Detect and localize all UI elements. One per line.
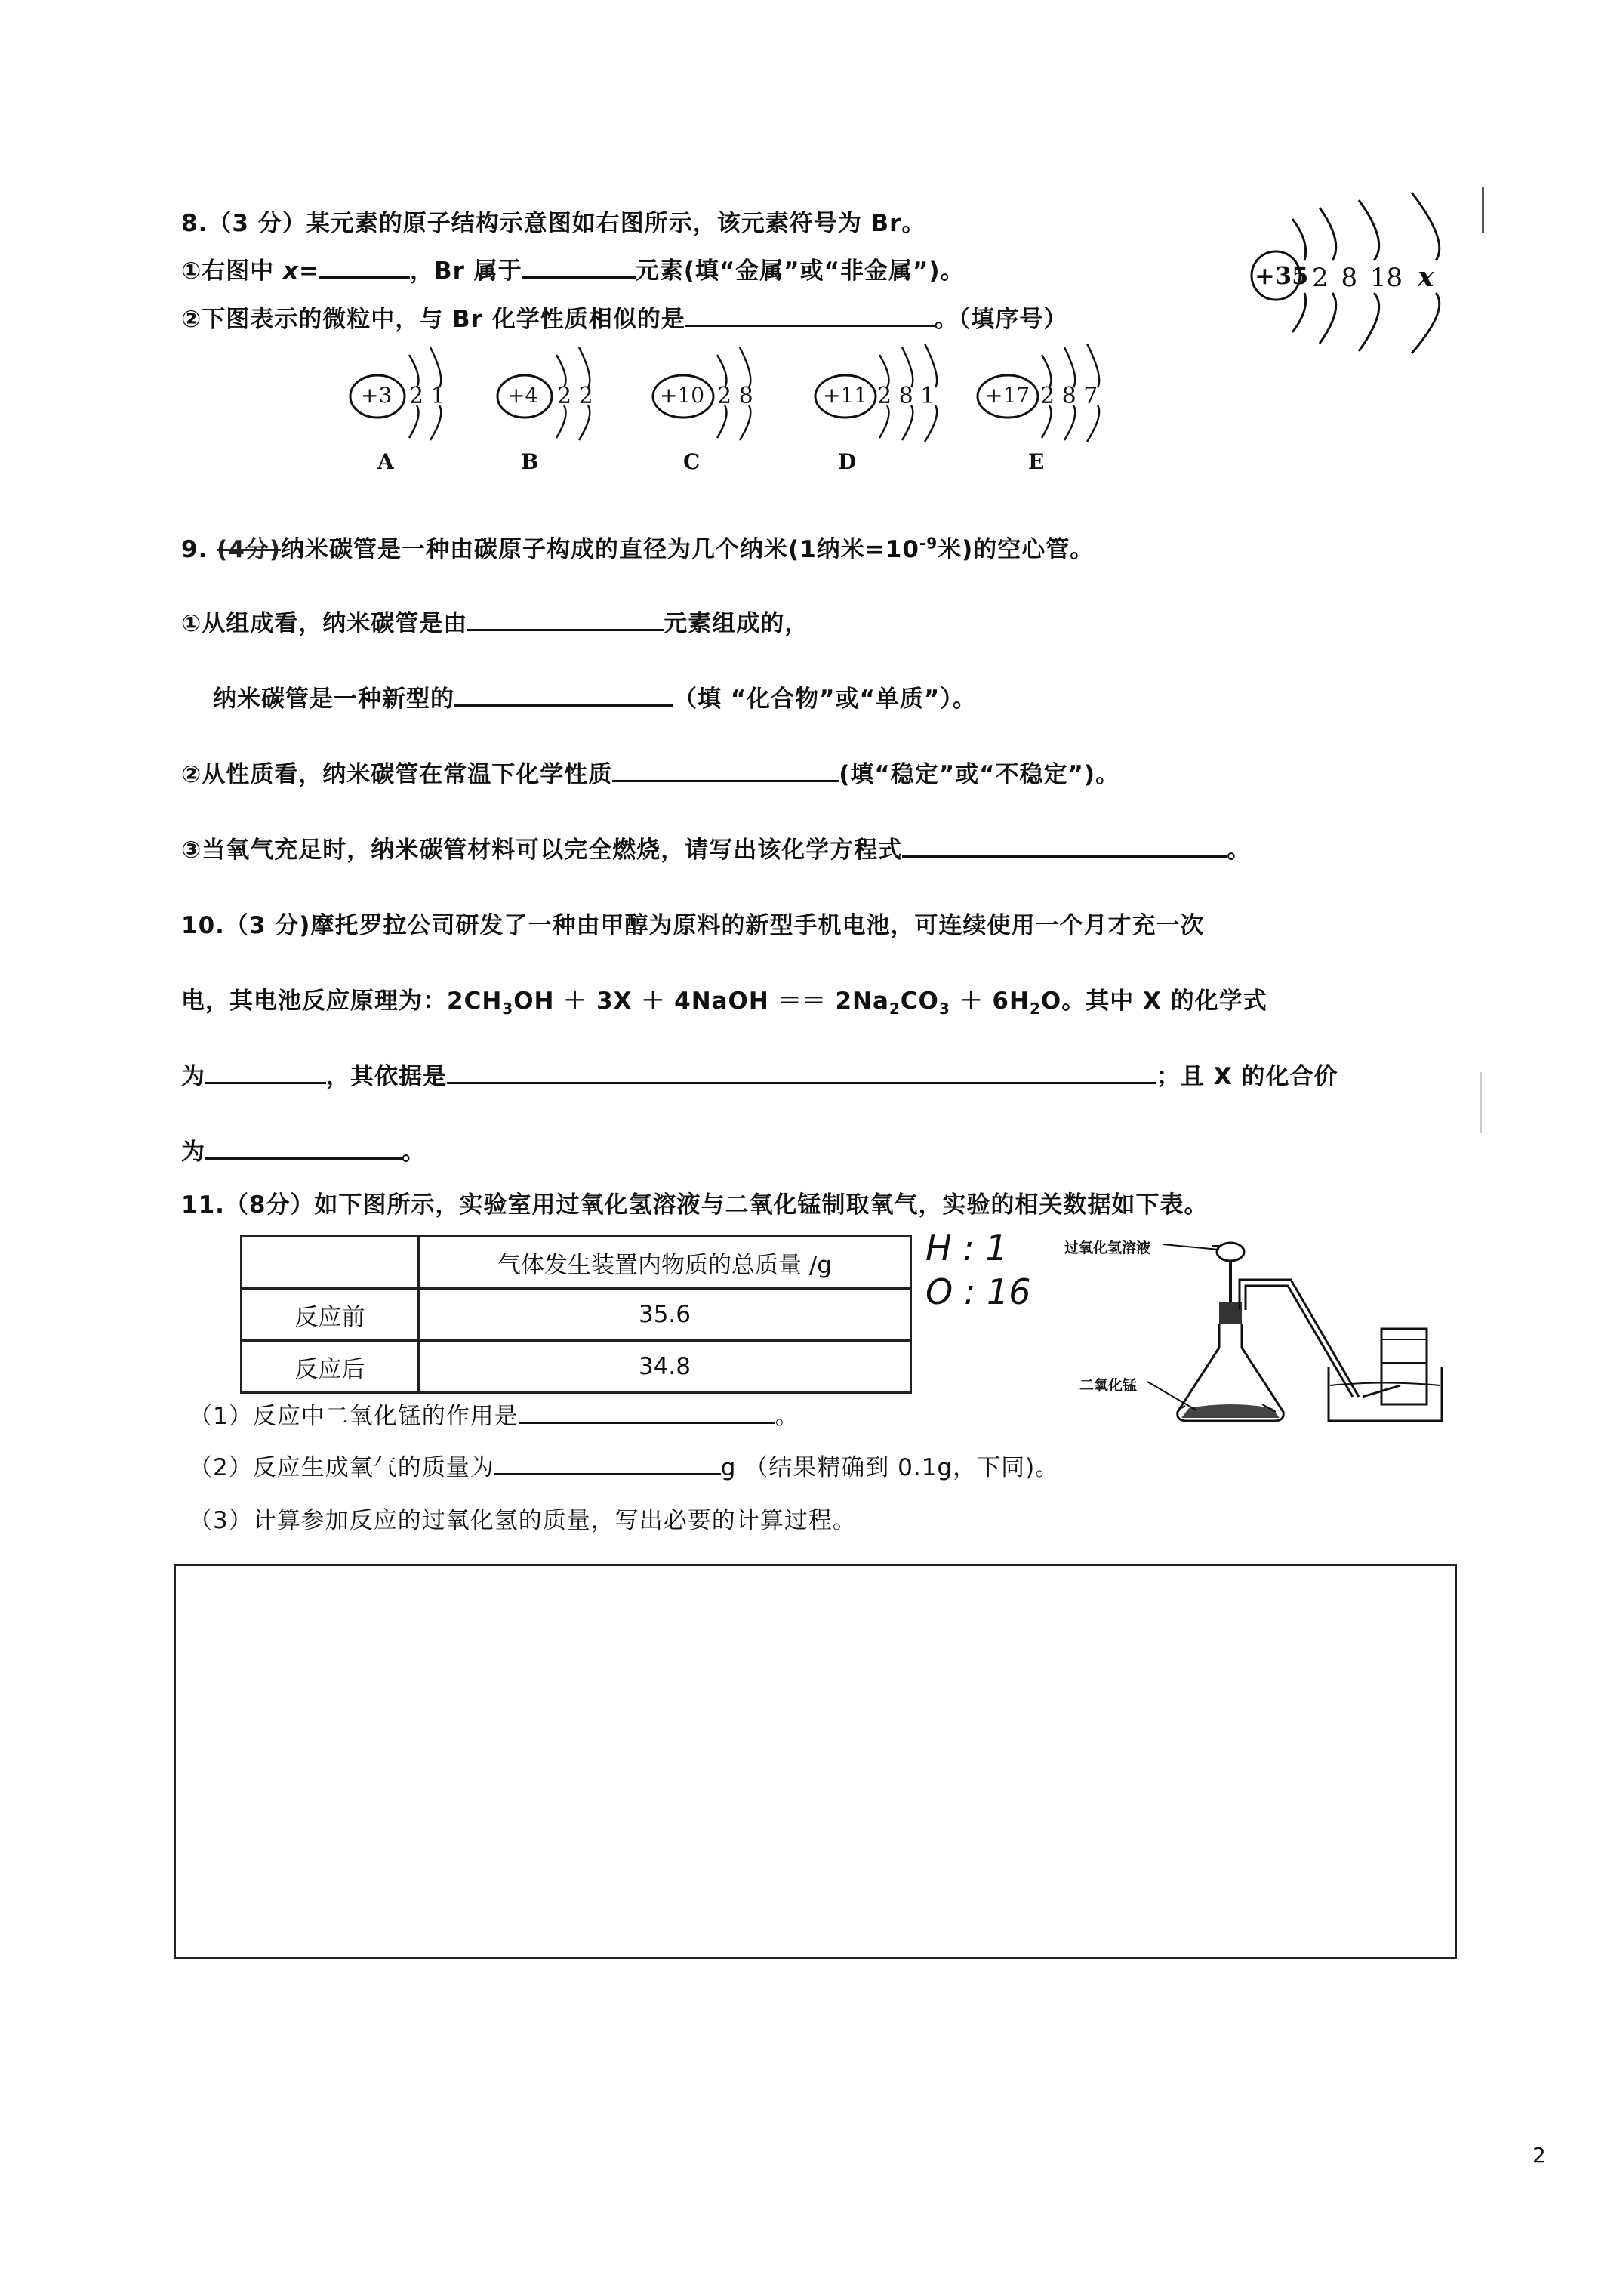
particle-c-shells: 2 8 <box>717 383 753 409</box>
particle-d-shells: 2 8 1 <box>877 383 935 409</box>
q10-line1: 10.（3 分)摩托罗拉公司研发了一种由甲醇为原料的新型手机电池，可连续使用一个月才充一次 <box>181 912 1205 939</box>
apparatus-label-mno2: 二氧化锰 <box>1079 1377 1138 1394</box>
q8-similar-blank[interactable] <box>685 302 935 327</box>
q11-mno2-role-blank[interactable] <box>519 1399 775 1424</box>
particle-c-label: C <box>683 449 701 474</box>
answer-box[interactable] <box>174 1564 1457 1959</box>
table-row <box>242 1341 911 1393</box>
table-row-label: 反应前 <box>242 1289 419 1341</box>
particle-e-nucleus: +17 <box>985 383 1030 408</box>
handwritten-h-mass: H : 1 <box>925 1228 1008 1268</box>
page-number: 2 <box>1532 2143 1546 2168</box>
q10-basis-blank[interactable] <box>447 1059 1156 1084</box>
particle-e-label: E <box>1028 449 1045 474</box>
particles-row <box>340 344 1170 479</box>
q9-line2: ①从组成看，纳米碳管是由 元素组成的， <box>181 604 808 638</box>
scan-edge-mark <box>1482 187 1484 233</box>
q10-valence-blank[interactable] <box>205 1135 402 1160</box>
q11-sub2: （2）反应生成氧气的质量为 g （结果精确到 0.1g，下同)。 <box>189 1448 1059 1482</box>
table-header-mass: 气体发生装置内物质的总质量 /g <box>419 1237 911 1289</box>
table-row-value: 35.6 <box>419 1289 911 1341</box>
particle-d-label: D <box>838 449 857 474</box>
q11-line1: 11.（8分）如下图所示，实验室用过氧化氢溶液与二氧化锰制取氧气，实验的相关数据如下表。 <box>181 1191 1209 1219</box>
q9-stability-blank[interactable] <box>612 757 839 782</box>
br-shell-electrons: 2 8 18 <box>1312 263 1403 293</box>
q9-type-blank[interactable] <box>454 682 673 707</box>
oxygen-apparatus <box>1064 1223 1457 1427</box>
q10-line4: 为 。 <box>181 1133 426 1166</box>
particle-b-nucleus: +4 <box>507 383 539 408</box>
particle-d-nucleus: +11 <box>823 383 868 408</box>
table-row <box>242 1289 911 1341</box>
q9-equation-blank[interactable] <box>902 833 1227 858</box>
br-nucleus-charge: +35 <box>1255 261 1309 290</box>
particle-e-shells: 2 8 7 <box>1040 383 1098 409</box>
q8-metal-blank[interactable] <box>522 254 636 279</box>
table-header-row <box>242 1237 911 1289</box>
table-row-label: 反应后 <box>242 1341 419 1393</box>
q8-line2: ①右图中 x= ，Br 属于 元素(填“金属”或“非金属”)。 <box>181 251 965 285</box>
q9-line1: 9. (4分)纳米碳管是一种由碳原子构成的直径为几个纳米(1纳米$=10^{-9}$米)的空心管。 <box>181 534 1095 563</box>
q11-sub3: （3）计算参加反应的过氧化氢的质量，写出必要的计算过程。 <box>189 1507 857 1534</box>
q10-line2: 电，其电池反应原理为：$2CH_3OH + 3X$ ＋ 4NaOH ＝＝ $2Na_2CO_3 + 6H_2O$。其中 X 的化学式 <box>181 988 1267 1019</box>
particle-a-nucleus: +3 <box>361 383 393 408</box>
q9-line5: ③当氧气充足时，纳米碳管材料可以完全燃烧，请写出该化学方程式 。 <box>181 831 1251 864</box>
q9-line4: ②从性质看，纳米碳管在常温下化学性质 (填“稳定”或“不稳定”)。 <box>181 755 1119 789</box>
q9-line3: 纳米碳管是一种新型的 （填 “化合物”或“单质”）。 <box>213 680 977 713</box>
q9-element-blank[interactable] <box>467 606 664 631</box>
scan-edge-mark <box>1480 1072 1482 1133</box>
br-outer-shell-var: x <box>1418 261 1434 293</box>
particle-c-nucleus: +10 <box>660 383 705 408</box>
q11-oxygen-mass-blank[interactable] <box>494 1450 721 1475</box>
mass-data-table <box>240 1235 912 1394</box>
q8-line1: 8.（3 分）某元素的原子结构示意图如右图所示，该元素符号为 Br。 <box>181 210 926 237</box>
q8-x-blank[interactable] <box>319 254 410 279</box>
apparatus-label-h2o2: 过氧化氢溶液 <box>1064 1240 1151 1256</box>
particle-b-label: B <box>521 449 539 474</box>
handwritten-o-mass: O : 16 <box>925 1271 1031 1312</box>
particle-b-shells: 2 2 <box>557 383 593 409</box>
q10-formula-blank[interactable] <box>205 1059 326 1084</box>
table-header-blank <box>242 1237 419 1289</box>
q10-line3: 为 ，其依据是 ；且 X 的化合价 <box>181 1057 1338 1091</box>
particle-a-label: A <box>377 449 394 474</box>
q8-line3: ②下图表示的微粒中，与 Br 化学性质相似的是 。（填序号） <box>181 300 1067 334</box>
br-atom-diagram <box>1238 189 1464 355</box>
q9-points-scribble: (4分) <box>217 536 282 563</box>
table-row-value: 34.8 <box>419 1341 911 1393</box>
q11-sub1: （1）反应中二氧化锰的作用是 。 <box>189 1397 799 1431</box>
particle-a-shells: 2 1 <box>409 383 445 409</box>
